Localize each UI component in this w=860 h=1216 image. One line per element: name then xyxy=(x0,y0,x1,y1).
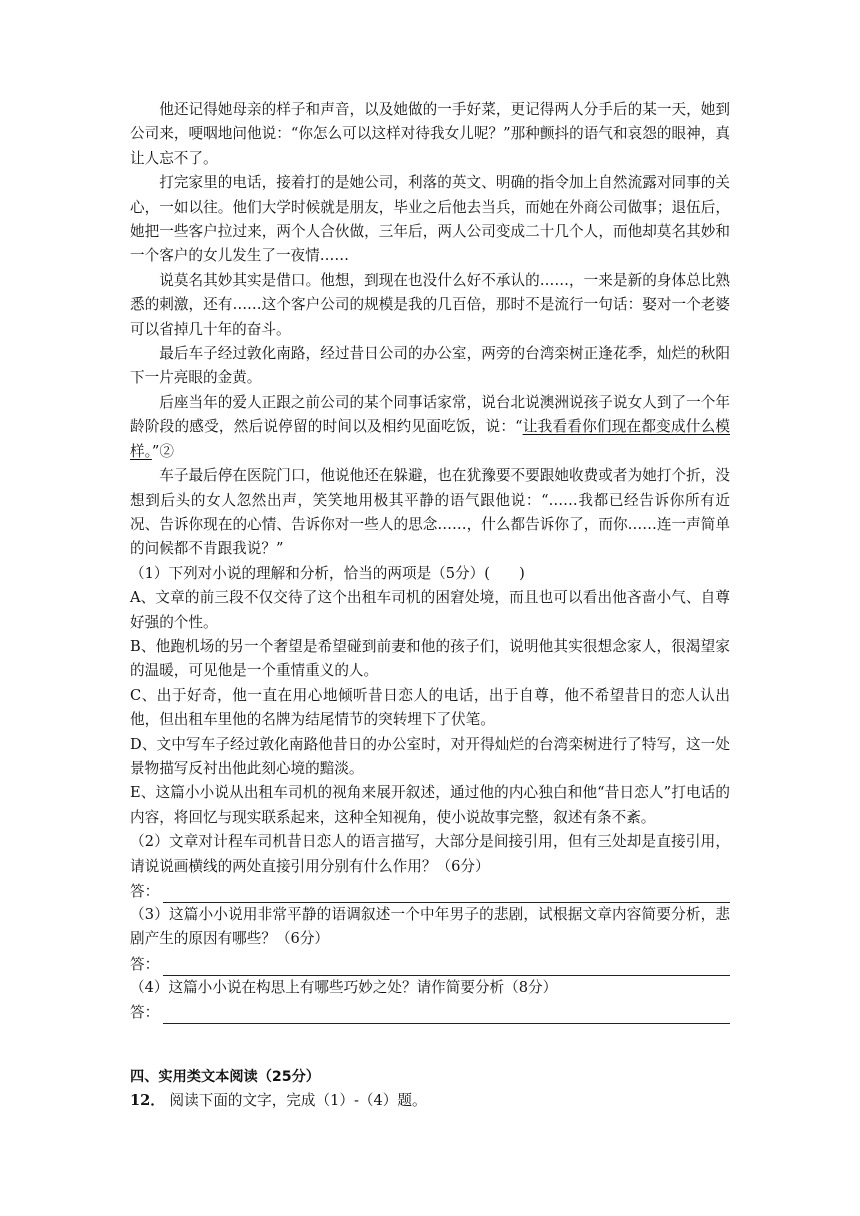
option-a: A、文章的前三段不仅交待了这个出租车司机的困窘处境，而且也可以看出他吝啬小气、自尊好强的个性。 xyxy=(130,589,730,631)
item-12 xyxy=(130,1089,730,1113)
section-title: 四、实用类文本阅读（25分） xyxy=(130,1069,320,1085)
story-paragraph-2: 打完家里的电话，接着打的是她公司，利落的英文、明确的指令加上自然流露对同事的关心，一如以往。他们大学时候就是朋友，毕业之后他去当兵，而她在外商公司做事；退伍后，她把一些客户拉过来，两个人合伙做，三年后，两人公司变成二十几个人，而他却莫名其妙和一个客户的女儿发生了一夜情…… xyxy=(130,174,730,265)
answer-row-3 xyxy=(130,952,730,976)
answer-row-2 xyxy=(130,879,730,903)
answer-row-4 xyxy=(130,1000,730,1024)
story-paragraph-5 xyxy=(130,391,730,464)
p5-text-before: 后座当年的爱人正跟之前公司的某个同事话家常，说台北说澳洲说孩子说女人到了一个年龄阶段的感受，然后说停留的时间以及相约见面吃饭，说：“ xyxy=(130,393,730,436)
question-1: （1）下列对小说的理解和分析，恰当的两项是（5分）( ) xyxy=(130,564,525,582)
story-paragraph-4: 最后车子经过敦化南路，经过昔日公司的办公室，两旁的台湾栾树正逢花季，灿烂的秋阳下一片亮眼的金黄。 xyxy=(130,345,730,387)
answer-label: 答： xyxy=(130,955,160,973)
p5-text-after: ”② xyxy=(151,442,174,460)
answer-label: 答： xyxy=(130,883,160,900)
answer-line[interactable] xyxy=(163,1008,730,1024)
answer-label: 答： xyxy=(130,1004,160,1022)
story-paragraph-1: 他还记得她母亲的样子和声音，以及她做的一手好菜，更记得两人分手后的某一天，她到公司来，哽咽地问他说：“你怎么可以这样对待我女儿呢？”那种颤抖的语气和哀怨的眼神，真让人忘不了。 xyxy=(130,101,730,167)
story-paragraph-6: 车子最后停在医院门口，他说他还在躲避，也在犹豫要不要跟她收费或者为她打个折，没想到后头的女人忽然出声，笑笑地用极其平静的语气跟他说：“……我都已经告诉你所有近况、告诉你现在的心情、告诉你对一些人的思念……，什么都告诉你了，而你……连一声简单的问候都不肯跟我说？” xyxy=(130,467,730,558)
exam-page xyxy=(130,98,730,1024)
option-e: E、这篇小小说从出租车司机的视角来展开叙述，通过他的内心独白和他“昔日恋人”打电话的内容，将回忆与现实联系起来，这种全知视角，使小说故事完整，叙述有条不紊。 xyxy=(130,784,730,826)
item-number: 12． xyxy=(130,1092,165,1109)
question-4: （4）这篇小小说在构思上有哪些巧妙之处？请作简要分析（8分） xyxy=(130,978,558,996)
item-text: 阅读下面的文字，完成（1）-（4）题。 xyxy=(164,1092,427,1109)
answer-line[interactable] xyxy=(163,887,730,903)
answer-line[interactable] xyxy=(163,960,730,976)
underlined-quote: 让我看看你们现在都变成什么模样。 xyxy=(130,418,730,460)
story-paragraph-3: 说莫名其妙其实是借口。他想，到现在也没什么好不承认的……，一来是新的身体总比熟悉的刺激，还有……这个客户公司的规模是我的几百倍，那时不是流行一句话：娶对一个老婆可以省掉几十年的奋斗。 xyxy=(130,271,730,338)
section-four xyxy=(130,1065,730,1113)
option-d: D、文中写车子经过敦化南路他昔日的办公室时，对开得灿烂的台湾栾树进行了特写，这一处景物描写反衬出他此刻心境的黯淡。 xyxy=(130,735,730,777)
question-3: （3）这篇小小说用非常平静的语调叙述一个中年男子的悲剧，试根据文章内容简要分析，悲剧产生的原因有哪些？（6分） xyxy=(130,906,730,948)
option-c: C、出于好奇，他一直在用心地倾听昔日恋人的电话，出于自尊，他不希望昔日的恋人认出他，但出租车里他的名牌为结尾情节的突转埋下了伏笔。 xyxy=(130,686,730,729)
question-2: （2）文章对计程车司机昔日恋人的语言描写，大部分是间接引用，但有三处却是直接引用，请说说画横线的两处直接引用分别有什么作用？（6分） xyxy=(130,833,730,875)
option-b: B、他跑机场的另一个奢望是希望碰到前妻和他的孩子们，说明他其实很想念家人，很渴望家的温暖，可见他是一个重情重义的人。 xyxy=(130,637,730,680)
